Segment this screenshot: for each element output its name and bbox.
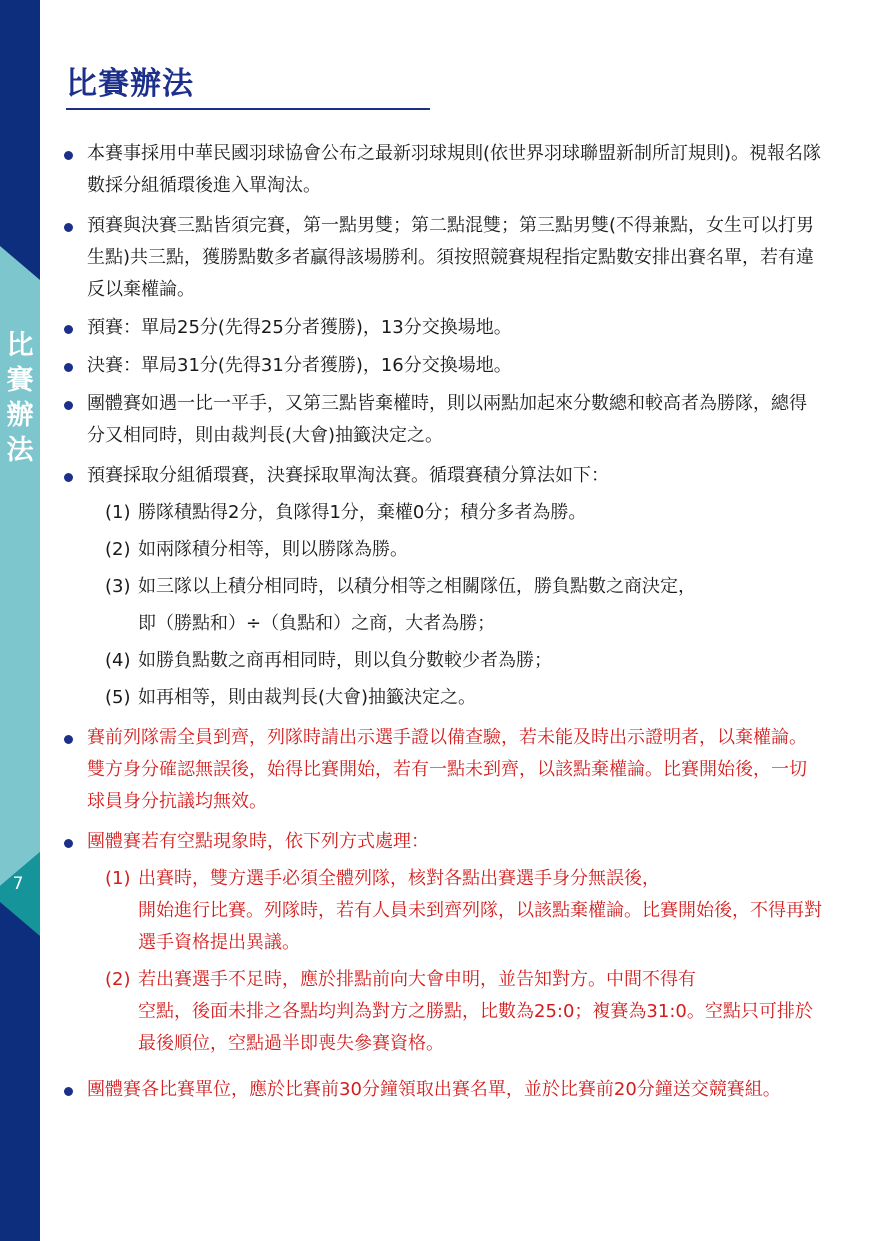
sub-item-number: (3) xyxy=(105,576,131,597)
sub-item xyxy=(87,964,824,1060)
sub-item-text: 勝隊積點得2分，負隊得1分，棄權0分；積分多者為勝。 xyxy=(138,502,587,523)
sub-item xyxy=(87,645,824,677)
rule-item-match-format xyxy=(64,210,824,306)
page-number: 7 xyxy=(12,874,24,894)
rules-list xyxy=(64,138,824,1106)
sub-item xyxy=(87,863,824,959)
sub-item-text-continued: 開始進行比賽。列隊時，若有人員未到齊列隊，以該點棄權論。比賽開始後，不得再對選手資格提出異議。 xyxy=(138,900,822,953)
rule-item-preliminary-scoring xyxy=(64,312,824,344)
rule-item-lineup-submission xyxy=(64,1074,824,1106)
sub-item-text: 如再相等，則由裁判長(大會)抽籤決定之。 xyxy=(138,687,477,708)
sub-item-text: 如兩隊積分相等，則以勝隊為勝。 xyxy=(138,539,408,560)
rule-item-round-robin-scoring xyxy=(64,460,824,714)
sub-item-number: (5) xyxy=(105,687,131,708)
rule-text: 決賽：單局31分(先得31分者獲勝)，16分交換場地。 xyxy=(87,355,512,376)
sub-item-number: (1) xyxy=(105,502,131,523)
sub-item-text-continued: 空點，後面未排之各點均判為對方之勝點，比數為25:0；複賽為31:0。空點只可排於最後順位，空點過半即喪失參賽資格。 xyxy=(138,1001,813,1054)
sub-item-text: 如勝負點數之商再相同時，則以負分數較少者為勝； xyxy=(138,650,552,671)
side-tab-label-text: 比 賽 辦 法 xyxy=(6,330,34,466)
title-underline xyxy=(66,108,430,110)
rule-text: 預賽：單局25分(先得25分者獲勝)，13分交換場地。 xyxy=(87,317,512,338)
rule-text: 預賽與決賽三點皆須完賽，第一點男雙；第二點混雙；第三點男雙(不得兼點，女生可以打男生點)共三點，獲勝點數多者贏得該場勝利。須按照競賽規程指定點數安排出賽名單，若有違反以棄權論。 xyxy=(87,215,815,300)
rule-item-tiebreak xyxy=(64,388,824,452)
sub-item-number: (2) xyxy=(105,539,131,560)
sub-item xyxy=(87,682,824,714)
rule-text: 團體賽各比賽單位，應於比賽前30分鐘領取出賽名單，並於比賽前20分鐘送交競賽組。 xyxy=(87,1079,781,1100)
page-title: 比賽辦法 xyxy=(66,66,194,102)
sub-item-number: (4) xyxy=(105,650,131,671)
sub-item-text: 若出賽選手不足時，應於排點前向大會申明，並告知對方。中間不得有 xyxy=(138,969,696,990)
sub-item xyxy=(87,497,824,529)
sub-item-text-continued: 即（勝點和）÷（負點和）之商，大者為勝； xyxy=(138,613,496,634)
sub-item-number: (2) xyxy=(105,969,131,990)
sub-item-text: 如三隊以上積分相同時，以積分相等之相關隊伍，勝負點數之商決定， xyxy=(138,576,696,597)
rule-item-lineup-check xyxy=(64,722,824,818)
sub-item-text: 出賽時，雙方選手必須全體列隊，核對各點出賽選手身分無誤後， xyxy=(138,868,660,889)
sub-item xyxy=(87,571,824,640)
scoring-sub-list xyxy=(87,497,824,714)
rule-text: 預賽採取分組循環賽，決賽採取單淘汰賽。循環賽積分算法如下： xyxy=(87,465,609,486)
rule-text: 團體賽若有空點現象時，依下列方式處理： xyxy=(87,831,429,852)
empty-point-sub-list xyxy=(87,863,824,1060)
sub-item xyxy=(87,534,824,566)
rule-text: 團體賽如遇一比一平手，又第三點皆棄權時，則以兩點加起來分數總和較高者為勝隊，總得分又相同時，則由裁判長(大會)抽籤決定之。 xyxy=(87,393,807,446)
rule-item-empty-point xyxy=(64,826,824,1060)
rule-item-rules-standard xyxy=(64,138,824,202)
rule-text: 賽前列隊需全員到齊，列隊時請出示選手證以備查驗，若未能及時出示證明者，以棄權論。雙方身分確認無誤後，始得比賽開始，若有一點未到齊，以該點棄權論。比賽開始後，一切球員身分抗議均無效。 xyxy=(87,727,807,812)
side-strip xyxy=(0,0,40,1241)
side-tab-label xyxy=(0,328,40,468)
rule-text: 本賽事採用中華民國羽球協會公布之最新羽球規則(依世界羽球聯盟新制所訂規則)。視報名隊數採分組循環後進入單淘汰。 xyxy=(87,143,822,196)
sub-item-number: (1) xyxy=(105,868,131,889)
rule-item-final-scoring xyxy=(64,350,824,382)
